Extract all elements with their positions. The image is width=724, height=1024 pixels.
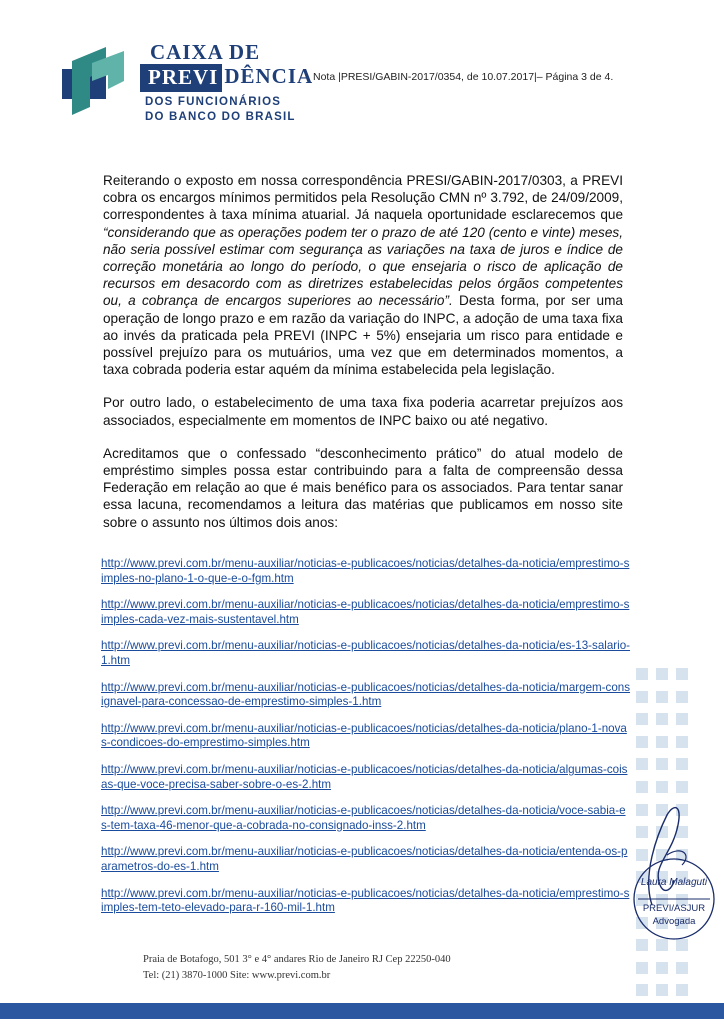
logo-text-dencia: DÊNCIA — [224, 64, 314, 88]
paragraph-1-quote: “considerando que as operações podem ter o prazo de até 120 (cento e vinte) meses, não seria possível estimar com segurança as variações na taxa de juros e índice de correção monetária ao longo do período, o que ensejaria o risco de aplicação de recursos em desacordo com as diretrizes estabelecidas pelos órgãos competentes ou, a cobrança de encargos superiores ao necessário”. — [103, 224, 623, 309]
article-link[interactable]: http://www.previ.com.br/menu-auxiliar/noticias-e-publicacoes/noticias/detalhes-da-noticia/margem-consignavel-para-concessao-de-emprestimo-simples-1.htm — [101, 680, 631, 709]
article-link[interactable]: http://www.previ.com.br/menu-auxiliar/noticias-e-publicacoes/noticias/detalhes-da-noticia/entenda-os-parametros-do-es-1.htm — [101, 845, 628, 873]
article-link[interactable]: http://www.previ.com.br/menu-auxiliar/noticias-e-publicacoes/noticias/detalhes-da-noticia/algumas-coisas-que-voce-precisa-saber-sobre-o-es-2.htm — [101, 762, 628, 791]
paragraph-1 — [103, 172, 623, 378]
lawyer-stamp — [630, 855, 718, 943]
page-reference: Nota |PRESI/GABIN-2017/0354, de 10.07.2017|– Página 3 de 4. — [313, 71, 614, 83]
article-link[interactable]: http://www.previ.com.br/menu-auxiliar/noticias-e-publicacoes/noticias/detalhes-da-noticia/es-13-salario-1.htm — [101, 639, 631, 667]
paragraph-1-part-b: Desta forma, por ser uma operação de longo prazo e em razão da variação do INPC, a adoção de uma taxa fixa ao invés da praticada pela PREVI (INPC + 5%) ensejaria um risco para entidade e possível prejuízo para os mutuários, uma vez que em determinados momentos, a taxa cobrada poderia estar aquém da mínima estabelecida pela legislação. — [103, 293, 623, 378]
svg-text:PREVI/ASJUR: PREVI/ASJUR — [642, 903, 706, 914]
logo-text-banco: DO BANCO DO BRASIL — [145, 111, 296, 123]
logo-text-funcionarios: DOS FUNCIONÁRIOS — [145, 96, 282, 108]
footer-address: Praia de Botafogo, 501 3° e 4° andares Rio de Janeiro RJ Cep 22250-040 — [143, 954, 451, 965]
svg-text:Laura Malaguti: Laura Malaguti — [640, 877, 708, 888]
article-link[interactable]: http://www.previ.com.br/menu-auxiliar/noticias-e-publicacoes/noticias/detalhes-da-noticia/emprestimo-simples-cada-vez-mais-sustentavel.htm — [101, 598, 630, 626]
footer — [143, 952, 451, 984]
paragraph-3: Acreditamos que o confessado “desconhecimento prático” do atual modelo de empréstimo simples possa estar contribuindo para a falta de compreensão dessa Federação em relação ao que é mais benéfico para os associados. Para tentar sanar essa lacuna, recomendamos a leitura das matérias que publicamos em nosso site sobre o assunto nos últimos dois anos: — [103, 445, 623, 530]
paragraph-2: Por outro lado, o estabelecimento de uma taxa fixa poderia acarretar prejuízos aos associados, especialmente em momentos de INPC baixo ou até negativo. — [103, 395, 623, 428]
previ-logo-mark — [62, 47, 140, 115]
letter-body — [103, 172, 623, 547]
links-list — [101, 557, 631, 928]
footer-contact: Tel: (21) 3870-1000 Site: www.previ.com.br — [143, 970, 331, 981]
bottom-bar — [0, 1003, 724, 1019]
article-link[interactable]: http://www.previ.com.br/menu-auxiliar/noticias-e-publicacoes/noticias/detalhes-da-noticia/plano-1-novas-condicoes-do-emprestimo-simples.htm — [101, 721, 627, 750]
article-link[interactable]: http://www.previ.com.br/menu-auxiliar/noticias-e-publicacoes/noticias/detalhes-da-noticia/emprestimo-simples-no-plano-1-o-que-e-o-fgm.htm — [101, 557, 630, 585]
logo-text-previ: PREVI — [140, 64, 222, 92]
paragraph-1-part-a: Reiterando o exposto em nossa correspondência PRESI/GABIN-2017/0303, a PREVI cobra os encargos mínimos permitidos pela Resolução CMN nº 3.792, de 24/09/2009, correspondentes à taxa mínima atuarial. Já naquela oportunidade esclarecemos que — [103, 173, 623, 223]
svg-text:Advogada: Advogada — [652, 916, 696, 927]
logo-text-caixa-de: CAIXA DE — [150, 40, 261, 64]
logo-previdencia — [140, 64, 313, 92]
article-link[interactable]: http://www.previ.com.br/menu-auxiliar/noticias-e-publicacoes/noticias/detalhes-da-noticia/emprestimo-simples-tem-teto-elevado-para-r-160-mil-1.htm — [101, 886, 630, 915]
article-link[interactable]: http://www.previ.com.br/menu-auxiliar/noticias-e-publicacoes/noticias/detalhes-da-noticia/voce-sabia-es-tem-taxa-46-menor-que-a-cobrada-no-consignado-inss-2.htm — [101, 804, 626, 832]
